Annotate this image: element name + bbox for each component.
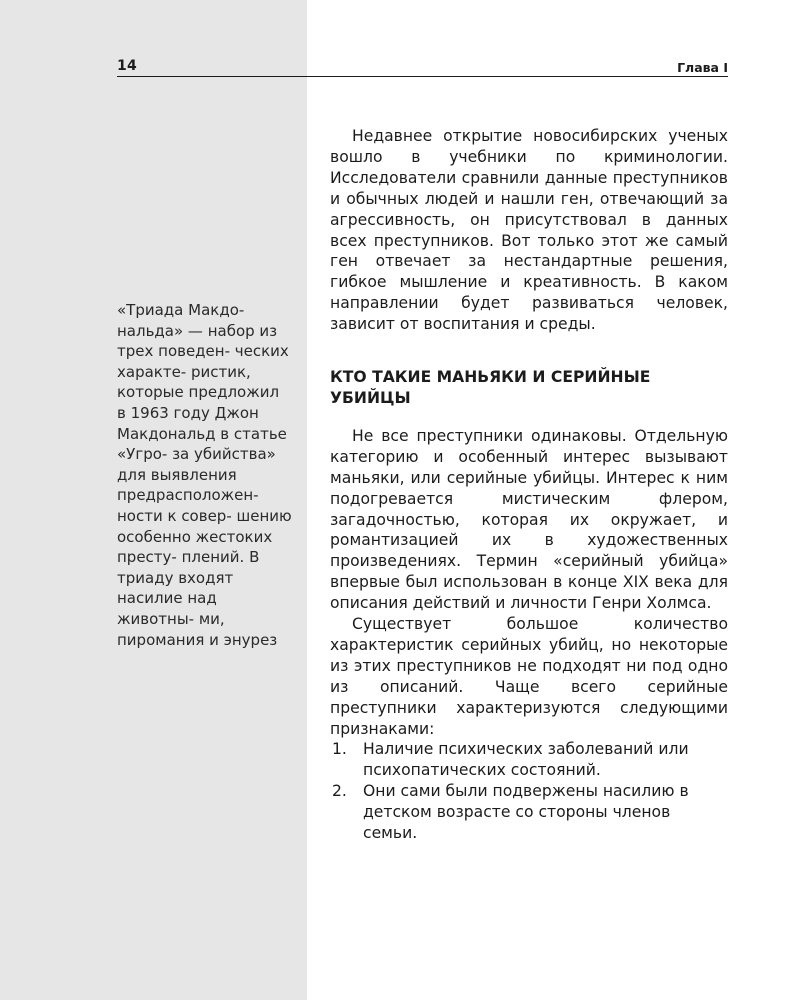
margin-note: «Триада Макдо- нальда» — набор из трех поведен- ческих характе- ристик, которые предложил в 1963 году Джон Макдональд в статье «Угро- за убийства» для выявления предрасположен- ности к совер- шению особенно жестоких престу- плений. В триаду входят насилие над животны- ми, пиромания и энурез xyxy=(117,301,292,649)
list-number: 1. xyxy=(332,740,347,759)
page-number: 14 xyxy=(117,58,138,74)
section-heading: КТО ТАКИЕ МАНЬЯКИ И СЕРИЙНЫЕ УБИЙЦЫ xyxy=(330,368,651,407)
paragraph: Не все преступники одинаковы. Отдельную категорию и особенный интерес вызывают маньяки, или серийные убийцы. Интерес к ним подогревается мистическим флером, загадочностью, которая их окружает, и романтизацией их в художественных произведениях. Термин «серийный убийца» впервые был использован в конце XIX века для описания действий и личности Генри Холмса. xyxy=(330,426,728,613)
paragraph: Существует большое количество характеристик серийных убийц, но некоторые из этих преступников не подходят ни под одно из описаний. Чаще всего серийные преступники характеризуются следующими признаками: xyxy=(330,615,728,738)
list-item-text: Наличие психических заболеваний или психопатических состояний. xyxy=(363,740,689,780)
chapter-label: Глава I xyxy=(677,60,728,75)
numbered-list xyxy=(330,739,728,844)
paragraph: Недавнее открытие новосибирских ученых вошло в учебники по криминологии. Исследователи сравнили данные преступников и обычных людей и нашли ген, отвечающий за агрессивность, он присутствовал в данных всех преступников. Вот только этот же самый ген отвечает за нестандартные решения, гибкое мышление и креативность. В каком направлении будет развиваться человек, зависит от воспитания и среды. xyxy=(330,127,728,334)
list-item xyxy=(330,739,728,781)
list-number: 2. xyxy=(332,782,347,801)
header-rule xyxy=(117,76,728,77)
list-item-text: Они сами были подвержены насилию в детском возрасте со стороны членов семьи. xyxy=(363,782,689,843)
list-item xyxy=(330,781,728,844)
main-text-column xyxy=(330,126,728,844)
